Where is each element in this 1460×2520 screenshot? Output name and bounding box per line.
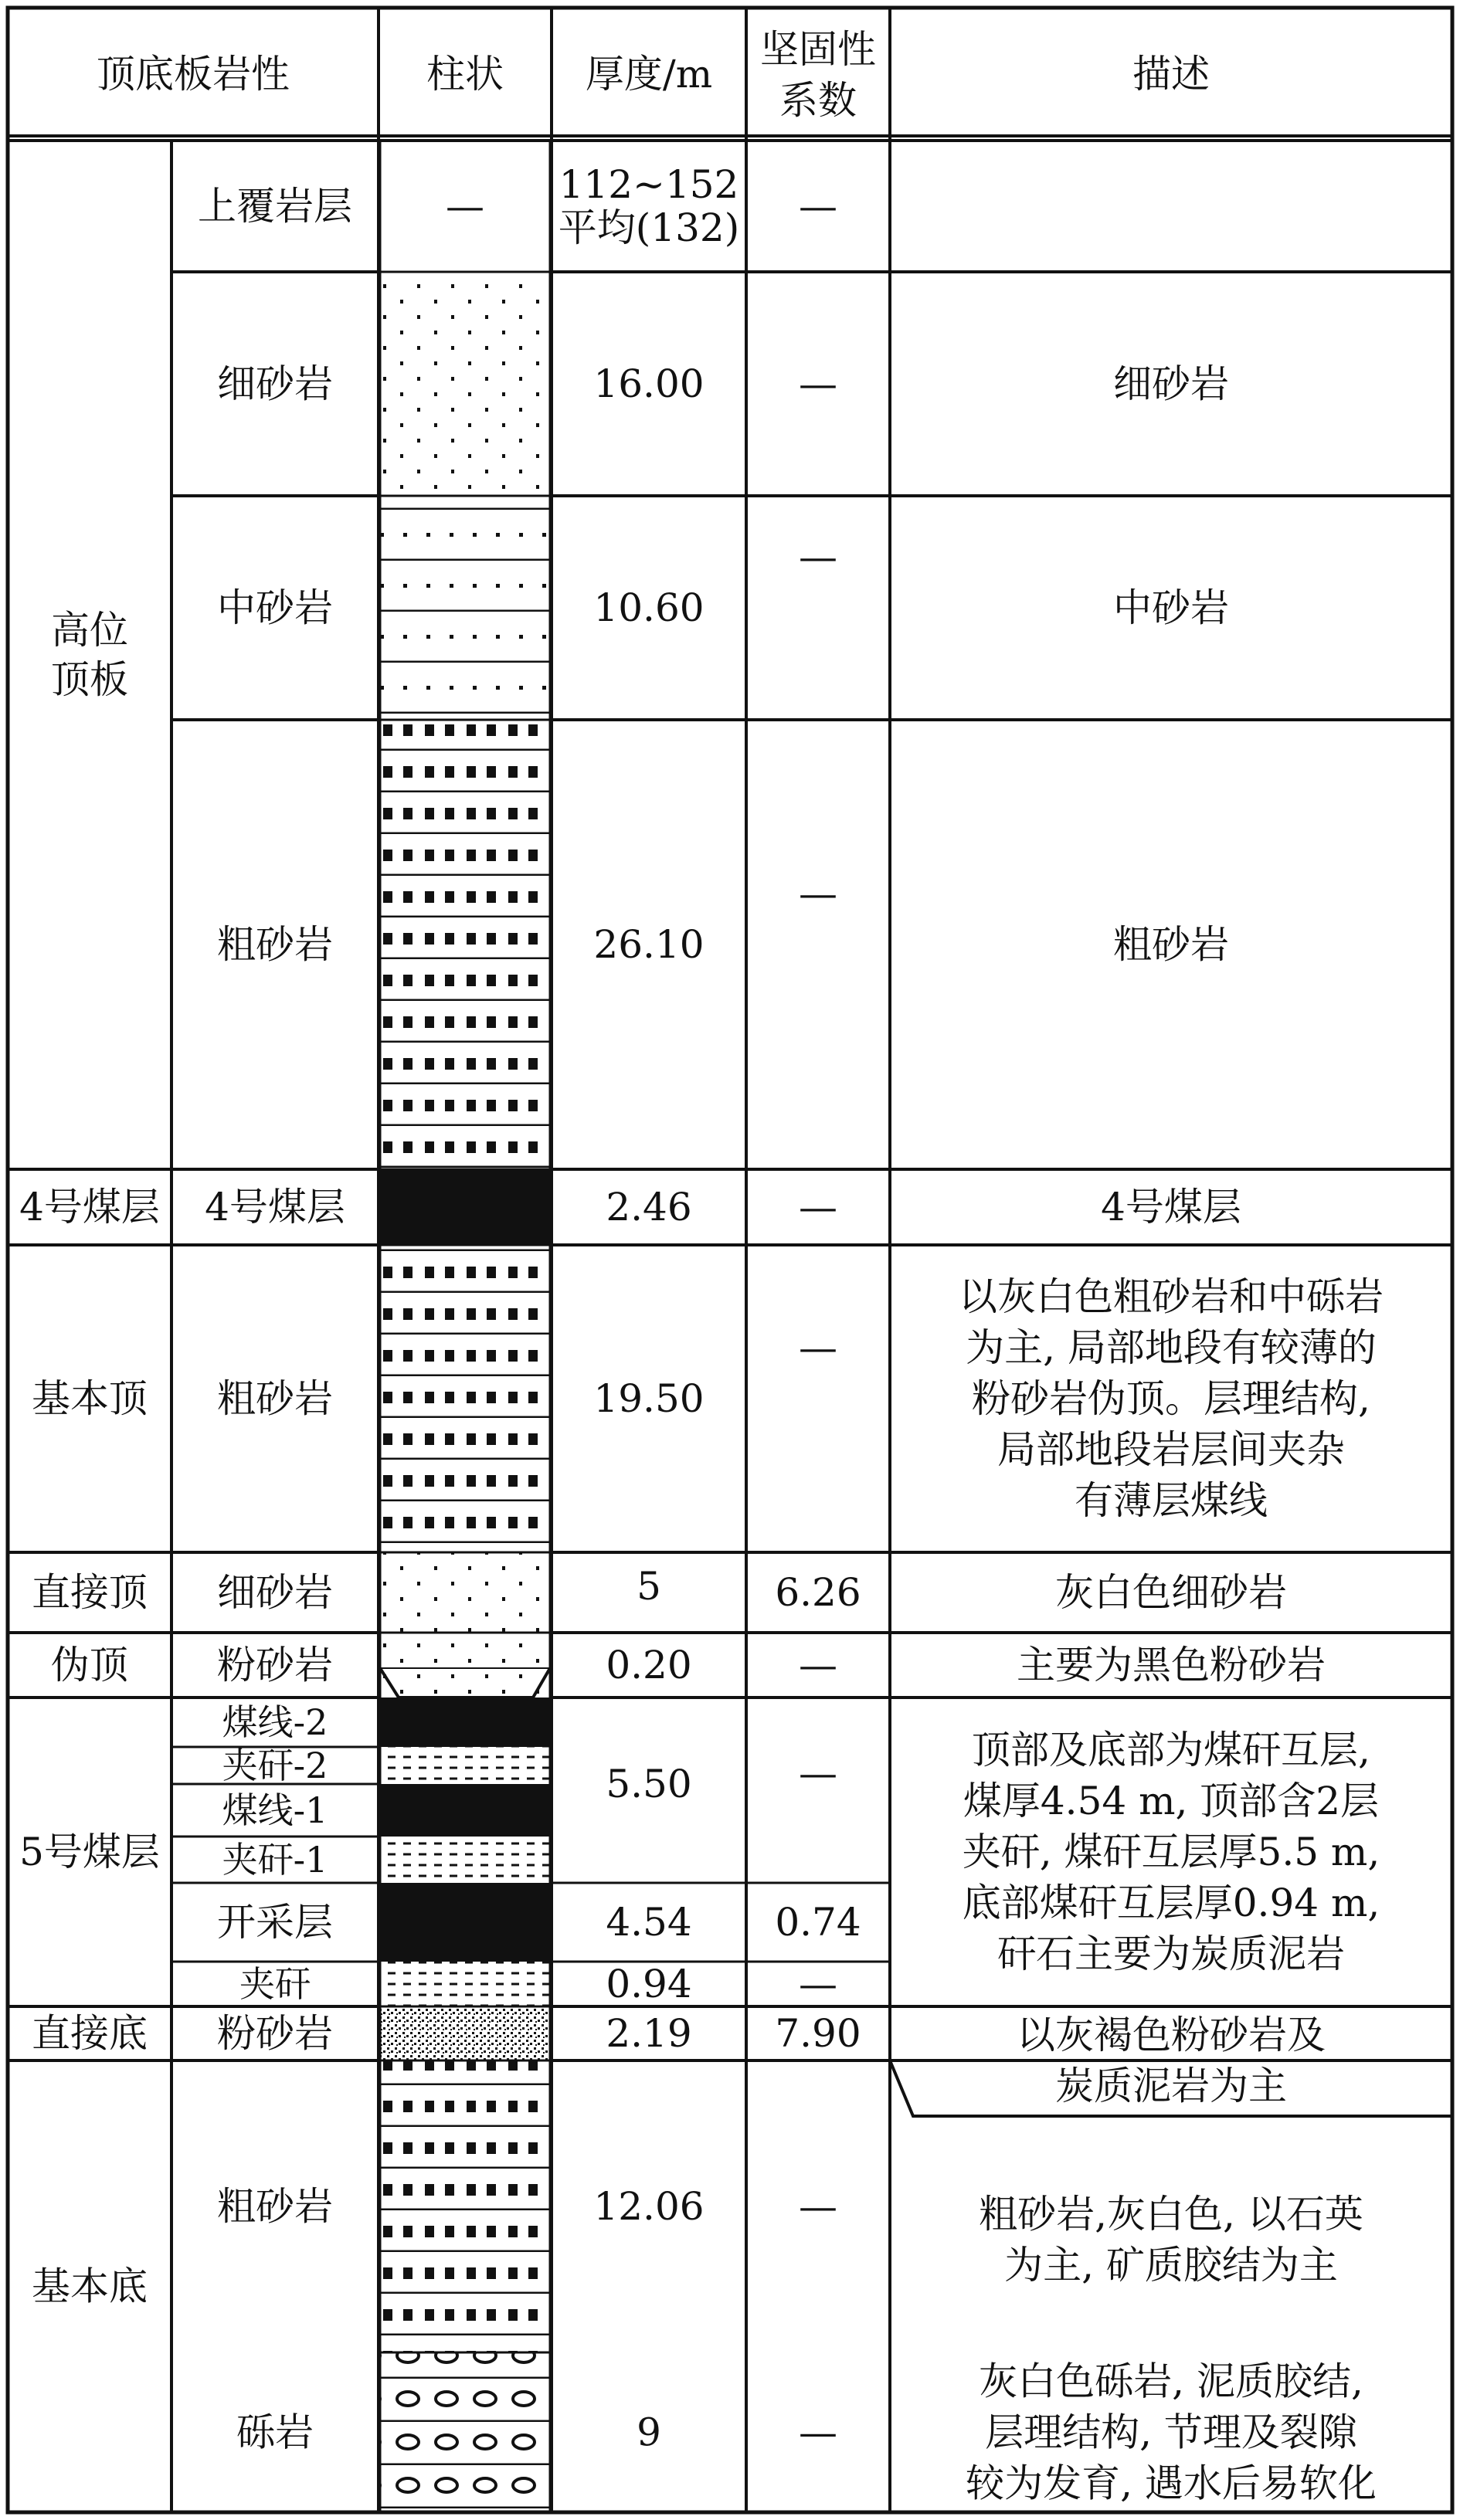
layer-thickness: 12.06 — [593, 2184, 705, 2229]
layer-description: 主要为黑色粉砂岩 — [1017, 1643, 1326, 1687]
layer-description: 为主, 矿质胶结为主 — [1004, 2243, 1338, 2288]
header-lithology: 顶底板岩性 — [97, 52, 290, 97]
column-pattern-mining-layer — [380, 1883, 550, 1962]
layer-thickness: 0.94 — [606, 1962, 692, 2006]
layer-thickness: 112~152 — [559, 162, 739, 207]
column-pattern-medium-sandstone — [380, 496, 550, 720]
layer-firmness: — — [799, 1185, 837, 1229]
layer-firmness: — — [799, 184, 837, 229]
layer-description: 较为发育, 遇水后易软化 — [966, 2461, 1377, 2506]
layer-description: 为主, 局部地段有较薄的 — [966, 1325, 1377, 1370]
layer-firmness: — — [799, 871, 837, 916]
layer-name: 粉砂岩 — [217, 2011, 333, 2056]
layer-thickness: 9 — [637, 2410, 661, 2455]
column-pattern-parting-bottom — [380, 1962, 550, 2006]
header-thickness: 厚度/m — [585, 52, 713, 97]
layer-description: 粗砂岩,灰白色, 以石英 — [979, 2192, 1363, 2237]
column-pattern-parting-1 — [380, 1837, 550, 1883]
group-label-seam-4: 4号煤层 — [19, 1185, 160, 1229]
layer-name: 夹矸 — [239, 1963, 311, 2005]
layer-thickness: 2.46 — [606, 1185, 692, 1229]
layer-name: 上覆岩层 — [198, 184, 352, 229]
layer-description: 炭质泥岩为主 — [1055, 2064, 1287, 2108]
column-pattern-siltstone-1 — [380, 1633, 550, 1698]
layer-description: 粉砂岩伪顶。层理结构, — [972, 1376, 1370, 1421]
seam5-description: 矸石主要为炭质泥岩 — [997, 1932, 1345, 1976]
layer-name: 夹矸-2 — [222, 1745, 328, 1786]
layer-thickness: 4.54 — [606, 1900, 692, 1945]
layer-name: 粉砂岩 — [217, 1643, 333, 1687]
header-firmness: 坚固性 — [760, 27, 876, 72]
layer-description: 以灰白色粗砂岩和中砾岩 — [959, 1274, 1384, 1319]
column-pattern-siltstone-2 — [380, 2006, 550, 2060]
column-pattern-fine-sandstone-2 — [380, 1552, 550, 1633]
column-pattern-coal-line-1 — [380, 1784, 550, 1837]
layer-firmness: — — [799, 1325, 837, 1370]
layer-name: 粗砂岩 — [217, 922, 333, 967]
layer-description: 局部地段岩层间夹杂 — [997, 1427, 1345, 1472]
layer-name: 煤线-2 — [222, 1701, 328, 1743]
layer-firmness: — — [799, 1643, 837, 1687]
layer-thickness: 16.00 — [593, 361, 705, 406]
column-pattern-coarse-sandstone-2 — [380, 1245, 550, 1552]
layer-thickness: 5 — [637, 1564, 661, 1609]
layer-firmness: 6.26 — [775, 1570, 861, 1615]
group-label-immediate-floor: 直接底 — [32, 2011, 148, 2056]
header-firmness: 系数 — [779, 78, 857, 123]
group-label-high-roof: 高位 — [51, 608, 128, 653]
seam5-description: 顶部及底部为煤矸互层, — [972, 1728, 1370, 1772]
layer-description: 灰白色砾岩, 泥质胶结, — [979, 2359, 1363, 2404]
column-pattern-coarse-sandstone-1 — [380, 720, 550, 1169]
layer-description: 粗砂岩 — [1113, 922, 1229, 967]
group-label-false-roof: 伪顶 — [51, 1643, 128, 1687]
seam5-thickness: 5.50 — [606, 1762, 692, 1806]
layer-thickness: 26.10 — [593, 922, 705, 967]
header-description: 描述 — [1132, 52, 1210, 97]
layer-firmness: — — [799, 361, 837, 406]
layer-name: 中砂岩 — [217, 585, 333, 630]
layer-column-dash: — — [446, 184, 484, 229]
layer-firmness: 0.74 — [775, 1900, 861, 1945]
column-pattern-parting-2 — [380, 1747, 550, 1784]
layer-firmness: 7.90 — [775, 2011, 861, 2056]
group-label-immediate-roof: 直接顶 — [32, 1570, 148, 1615]
layer-name: 细砂岩 — [217, 361, 333, 406]
group-label-seam-5: 5号煤层 — [19, 1830, 160, 1874]
layer-description: 中砂岩 — [1113, 585, 1229, 630]
layer-thickness: 2.19 — [606, 2011, 692, 2056]
column-pattern-coal-line-2 — [380, 1698, 550, 1747]
seam5-description: 煤厚4.54 m, 顶部含2层 — [963, 1779, 1380, 1823]
layer-name: 砾岩 — [236, 2410, 314, 2455]
layer-thickness: 10.60 — [593, 585, 705, 630]
layer-name: 开采层 — [217, 1900, 333, 1945]
column-patterns — [380, 272, 550, 2512]
column-pattern-coarse-sandstone-3 — [380, 2060, 550, 2352]
layer-thickness: 0.20 — [606, 1643, 692, 1687]
group-label-main-floor: 基本底 — [32, 2264, 148, 2309]
layer-description: 以灰褐色粉砂岩及 — [1017, 2013, 1326, 2057]
header-column: 柱状 — [426, 52, 504, 97]
layer-firmness: — — [799, 534, 837, 579]
layer-firmness: — — [799, 2410, 837, 2455]
layer-name: 粗砂岩 — [217, 1376, 333, 1421]
table-text — [19, 27, 1384, 2506]
layer-name: 夹矸-1 — [222, 1839, 328, 1881]
group-label-main-roof: 基本顶 — [32, 1376, 148, 1421]
layer-description: 有薄层煤线 — [1075, 1478, 1268, 1523]
layer-thickness: 平均(132) — [558, 205, 740, 250]
layer-firmness: — — [799, 1962, 837, 2006]
layer-description: 4号煤层 — [1101, 1185, 1241, 1229]
layer-name: 粗砂岩 — [217, 2184, 333, 2229]
layer-description: 细砂岩 — [1113, 361, 1229, 406]
seam5-description: 底部煤矸互层厚0.94 m, — [962, 1881, 1380, 1925]
column-pattern-fine-sandstone-1 — [380, 272, 550, 496]
layer-description: 灰白色细砂岩 — [1055, 1570, 1287, 1615]
group-label-high-roof: 顶板 — [51, 657, 128, 702]
layer-name: 细砂岩 — [217, 1570, 333, 1615]
layer-description: 层理结构, 节理及裂隙 — [985, 2410, 1357, 2455]
column-pattern-coal-4 — [380, 1169, 550, 1245]
seam5-firmness: — — [799, 1751, 837, 1796]
layer-name: 4号煤层 — [205, 1185, 345, 1229]
column-pattern-conglomerate — [380, 2352, 550, 2512]
seam5-description: 夹矸, 煤矸互层厚5.5 m, — [962, 1830, 1380, 1874]
layer-firmness: — — [799, 2184, 837, 2229]
layer-name: 煤线-1 — [222, 1789, 328, 1831]
layer-thickness: 19.50 — [593, 1376, 705, 1421]
